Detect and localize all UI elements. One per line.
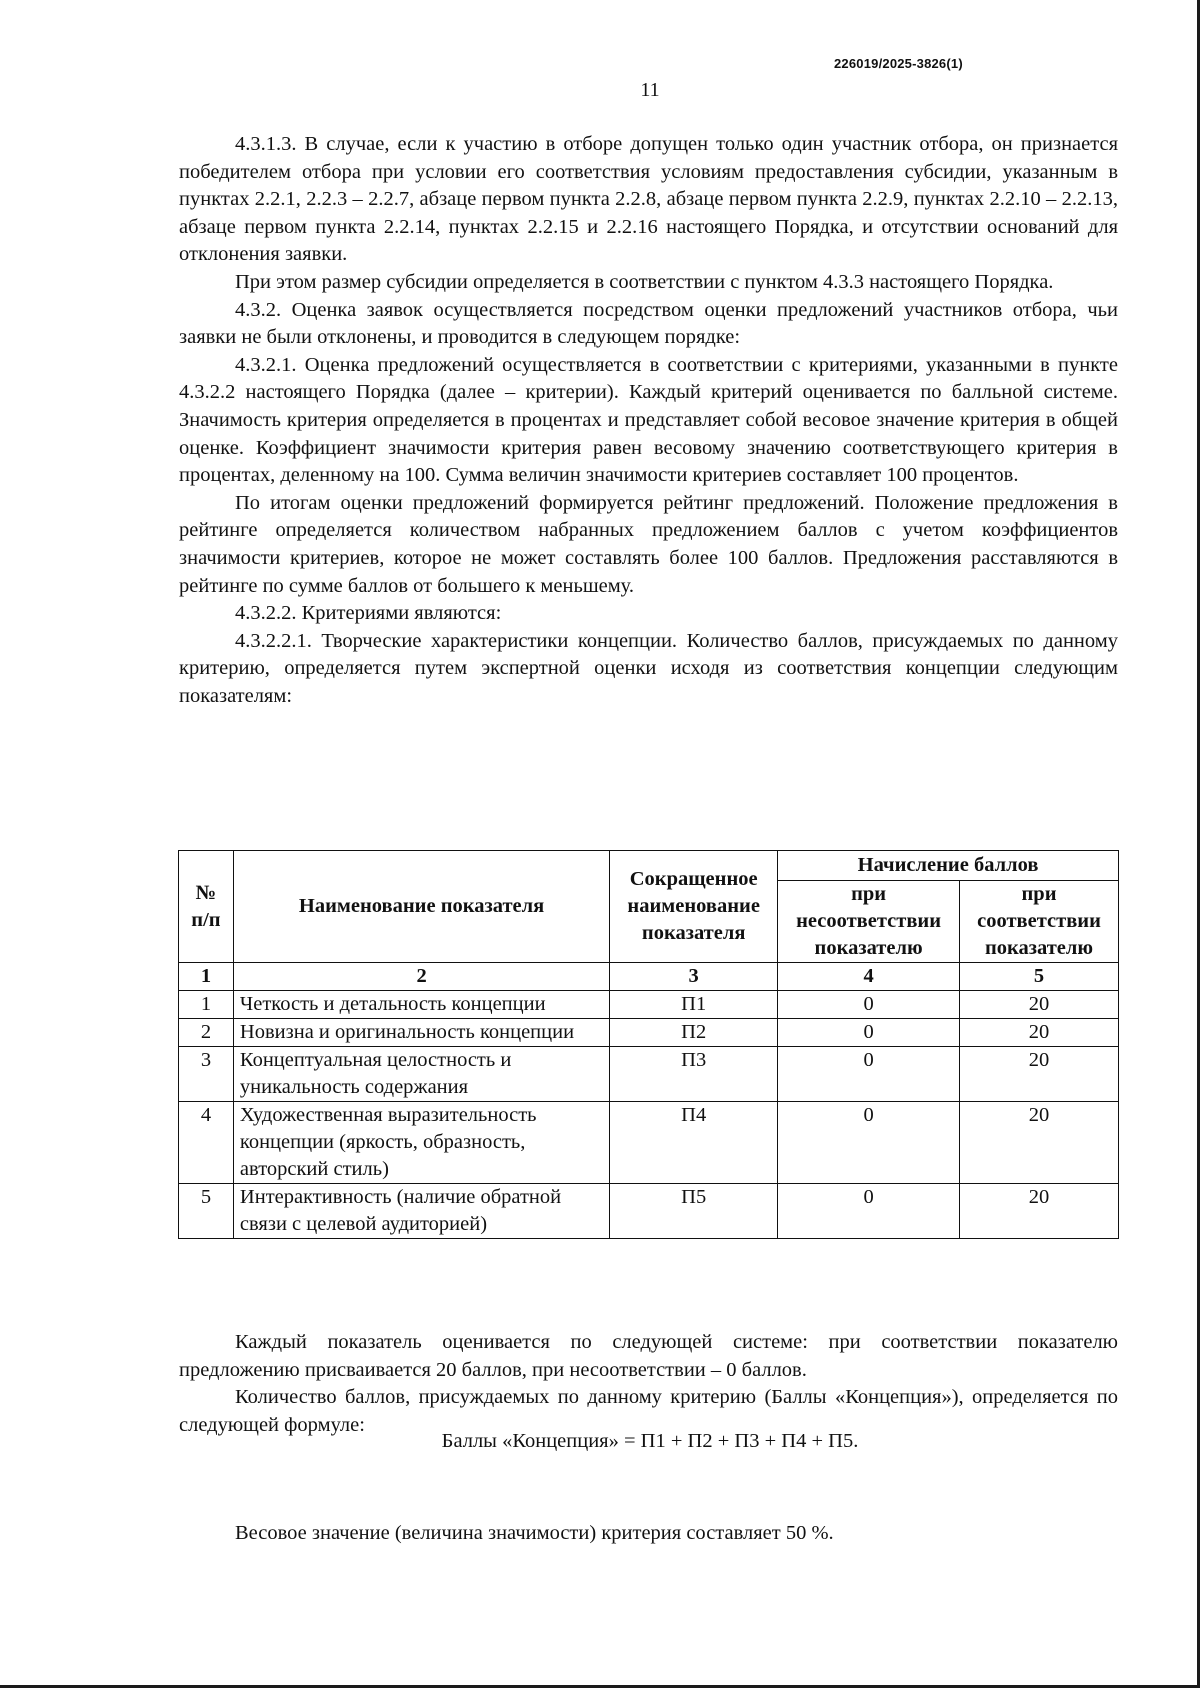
row-num: 3	[179, 1047, 234, 1102]
row-match: 20	[960, 1102, 1119, 1184]
table-row	[179, 1047, 1119, 1102]
header-num: № п/п	[179, 851, 234, 963]
weight-note: Весовое значение (величина значимости) критерия составляет 50 %.	[235, 1522, 834, 1544]
table-row	[179, 1184, 1119, 1239]
row-name: Новизна и оригинальность концепции	[233, 1019, 609, 1047]
row-nonmatch: 0	[778, 991, 960, 1019]
row-nonmatch: 0	[778, 1102, 960, 1184]
header-nonmatch: при несоответствии показателю	[778, 881, 960, 963]
row-name: Художественная выразительность концепции (яркость, образность, авторский стиль)	[233, 1102, 609, 1184]
row-match: 20	[960, 1019, 1119, 1047]
column-numbers-row	[179, 963, 1119, 991]
column-number: 2	[233, 963, 609, 991]
row-name: Интерактивность (наличие обратной связи с целевой аудиторией)	[233, 1184, 609, 1239]
formula: Баллы «Концепция» = П1 + П2 + П3 + П4 + П5.	[441, 1430, 859, 1452]
document-id: 226019/2025-3826(1)	[834, 56, 963, 71]
row-short: П5	[610, 1184, 778, 1239]
column-number: 5	[960, 963, 1119, 991]
paragraph: 4.3.2.1. Оценка предложений осуществляется в соответствии с критериями, указанными в пункте 4.3.2.2 настоящего Порядка (далее – критерии). Каждый критерий оценивается по балльной системе. Значимость критерия определяется в процентах и представляет собой весовое значение критерия в общей оценке. Коэффициент значимости критерия равен весовому значению соответствующего критерия в процентах, деленному на 100. Сумма величин значимости критериев составляет 100 процентов.	[179, 353, 1118, 487]
header-short-name: Сокращенное наименование показателя	[610, 851, 778, 963]
row-short: П4	[610, 1102, 778, 1184]
table-row	[179, 991, 1119, 1019]
paragraph: 4.3.1.3. В случае, если к участию в отборе допущен только один участник отбора, он признается победителем отбора при условии его соответствия условиям предоставления субсидии, указанным в пунктах 2.2.1, 2.2.3 – 2.2.7, абзаце первом пункта 2.2.8, абзаце первом пункта 2.2.9, пунктах 2.2.10 – 2.2.13, абзаце первом пункта 2.2.14, пунктах 2.2.15 и 2.2.16 настоящего Порядка, и отсутствии оснований для отклонения заявки.	[179, 133, 1118, 266]
row-nonmatch: 0	[778, 1019, 960, 1047]
paragraph: По итогам оценки предложений формируется рейтинг предложений. Положение предложения в рейтинге определяется количеством набранных предложением баллов с учетом коэффициентов значимости критериев, которое не может составлять более 100 баллов. Предложения расставляются в рейтинге по сумме баллов от большего к меньшему.	[179, 491, 1118, 597]
row-name: Четкость и детальность концепции	[233, 991, 609, 1019]
after-table-text	[179, 1329, 1118, 1439]
table-row	[179, 1102, 1119, 1184]
header-name: Наименование показателя	[233, 851, 609, 963]
row-match: 20	[960, 1184, 1119, 1239]
page-number: 11	[640, 79, 660, 101]
paragraph: При этом размер субсидии определяется в соответствии с пунктом 4.3.3 настоящего Порядка.	[235, 270, 1054, 293]
row-short: П3	[610, 1047, 778, 1102]
table-row	[179, 1019, 1119, 1047]
row-num: 4	[179, 1102, 234, 1184]
paragraph: 4.3.2.2. Критериями являются:	[235, 602, 502, 625]
row-num: 1	[179, 991, 234, 1019]
criteria-table	[178, 850, 1119, 1239]
paragraph: 4.3.2. Оценка заявок осуществляется посредством оценки предложений участников отбора, чьи заявки не были отклонены, и проводится в следующем порядке:	[179, 298, 1118, 349]
row-short: П1	[610, 991, 778, 1019]
row-match: 20	[960, 1047, 1119, 1102]
row-num: 2	[179, 1019, 234, 1047]
header-scoring: Начисление баллов	[778, 851, 1119, 881]
row-num: 5	[179, 1184, 234, 1239]
body-text	[179, 131, 1118, 710]
column-number: 3	[610, 963, 778, 991]
column-number: 1	[179, 963, 234, 991]
row-name: Концептуальная целостность и уникальность содержания	[233, 1047, 609, 1102]
paragraph: Количество баллов, присуждаемых по данному критерию (Баллы «Концепция»), определяется по следующей формуле:	[179, 1386, 1118, 1436]
row-nonmatch: 0	[778, 1184, 960, 1239]
column-number: 4	[778, 963, 960, 991]
row-nonmatch: 0	[778, 1047, 960, 1102]
row-match: 20	[960, 991, 1119, 1019]
paragraph: Каждый показатель оценивается по следующей системе: при соответствии показателю предложению присваивается 20 баллов, при несоответствии – 0 баллов.	[179, 1331, 1118, 1381]
paragraph: 4.3.2.2.1. Творческие характеристики концепции. Количество баллов, присуждаемых по данному критерию, определяется путем экспертной оценки исходя из соответствия концепции следующим показателям:	[179, 629, 1118, 707]
row-short: П2	[610, 1019, 778, 1047]
header-match: при соответствии показателю	[960, 881, 1119, 963]
